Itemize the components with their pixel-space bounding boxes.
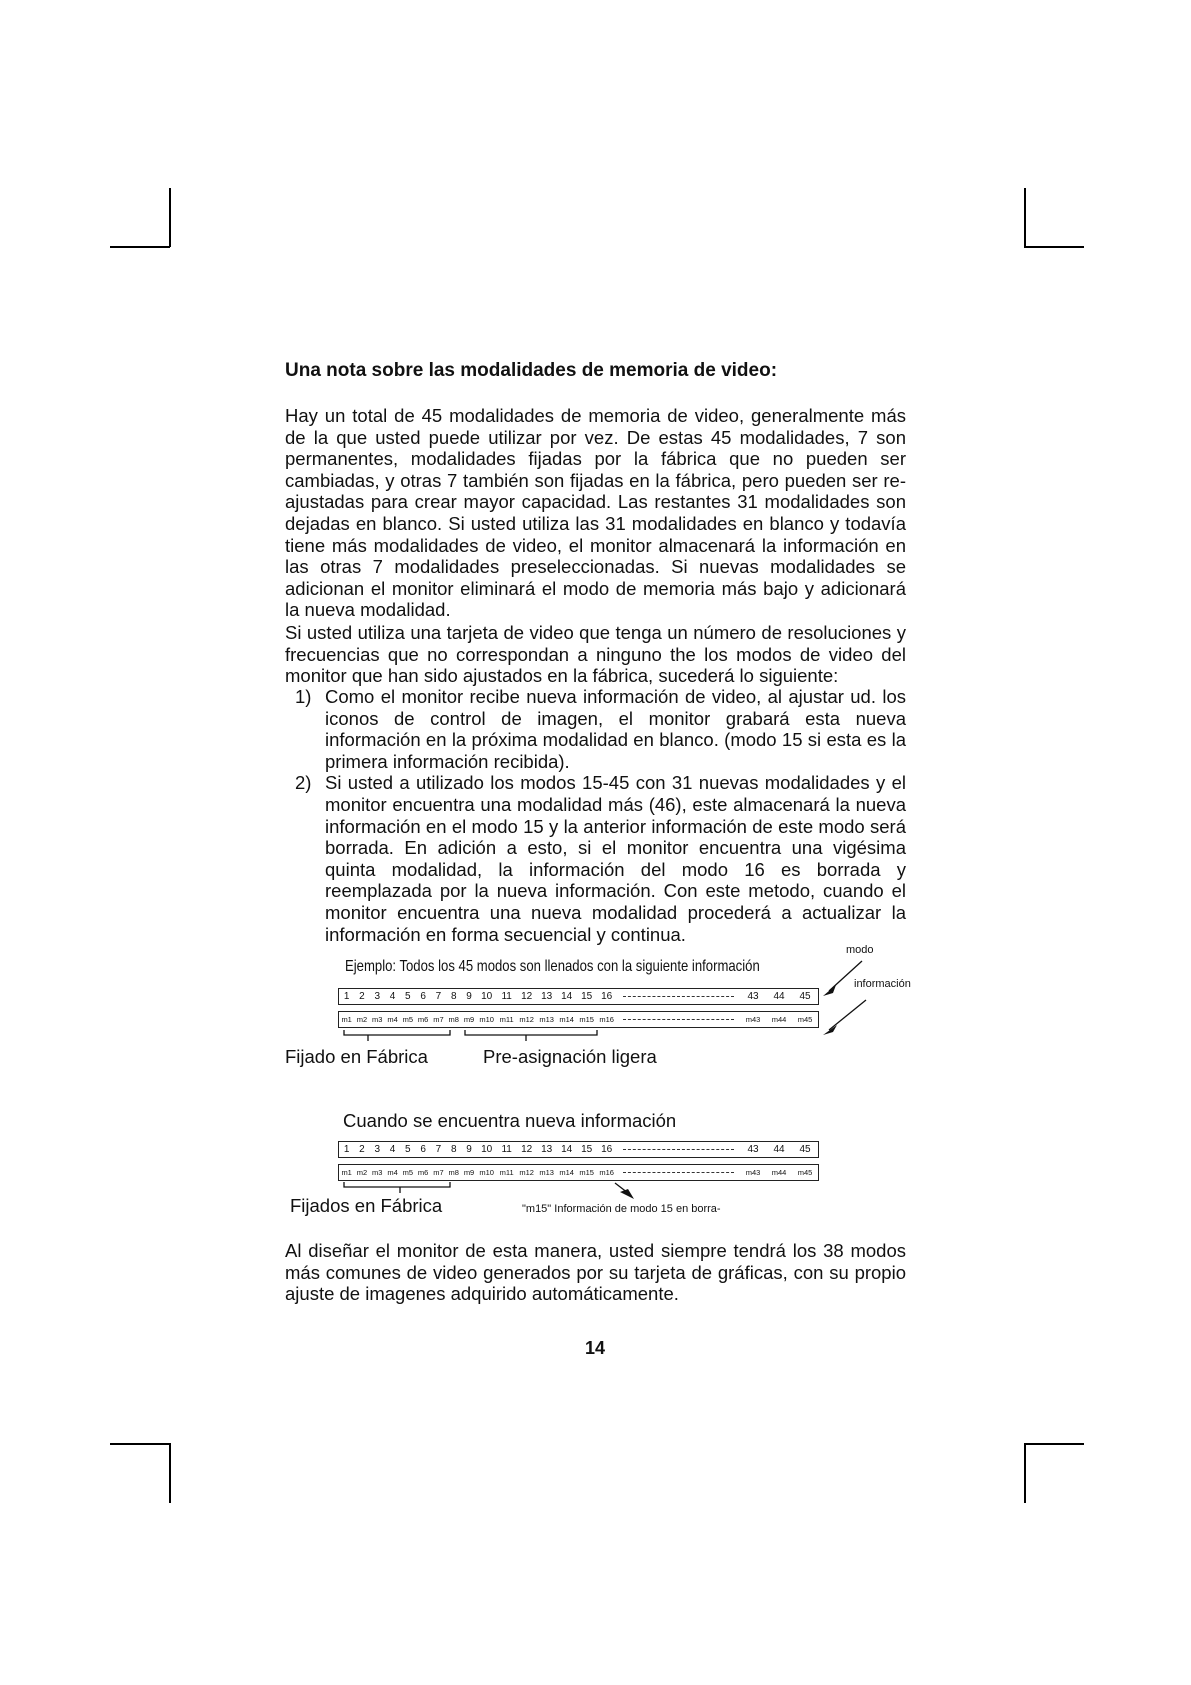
info-cell: m11 — [499, 1015, 514, 1024]
list-item-number: 1) — [295, 686, 312, 707]
mode-cell: 7 — [435, 1144, 442, 1155]
info-cell: m44 — [771, 1015, 787, 1024]
info-cell: m7 — [433, 1168, 444, 1177]
info-cell: m43 — [745, 1015, 761, 1024]
bracket-preset — [465, 1030, 597, 1035]
arrow-modo-head — [823, 985, 836, 996]
info-cell: m11 — [499, 1168, 514, 1177]
mode-cell: 44 — [773, 1144, 785, 1155]
info-cell: m45 — [797, 1168, 813, 1177]
info-cell: m4 — [387, 1015, 398, 1024]
mode-cell: 10 — [481, 1144, 493, 1155]
mode-cell: 5 — [405, 1144, 411, 1155]
mode-cell: 13 — [541, 991, 553, 1002]
mode-cell: 1 — [343, 1144, 350, 1155]
label-modo: modo — [846, 944, 874, 956]
intro-paragraph: Hay un total de 45 modalidades de memoria de video, generalmente más de la que usted puede utilizar por vez. De estas 45 modalidades, 7 son permanentes, modalidades fijadas por la fábrica que no pueden ser cambiadas, y otras 7 también son fijadas en la fábrica, pero pueden ser re-ajustadas para crear mayor capacidad. Las restantes 31 modalidades son dejadas en blanco. Si usted utiliza las 31 modalidades en blanco y todavía tiene más modalidades de video, el monitor almacenará la información en las otras 7 modalidades preseleccionadas. Si nuevas modalidades se adicionan el monitor eliminará el modo de memoria más bajo y adicionará la nueva modalidad. — [285, 405, 906, 621]
info-cell: m8 — [448, 1168, 459, 1177]
mode-cell: 2 — [359, 991, 365, 1002]
info-cell: m14 — [559, 1015, 574, 1024]
preset-label: Pre-asignación ligera — [483, 1046, 657, 1067]
info-cell: m10 — [479, 1168, 494, 1177]
info-cell: m1 — [341, 1015, 352, 1024]
info-cell: m13 — [539, 1168, 554, 1177]
info-cell: m14 — [559, 1168, 574, 1177]
info-cell: m9 — [463, 1015, 475, 1024]
info-row-2 — [338, 1164, 819, 1181]
mode-cell: 9 — [466, 991, 472, 1002]
info-cell: m15 — [579, 1168, 594, 1177]
mode-cell: 1 — [343, 991, 350, 1002]
mode-cell: 3 — [374, 991, 381, 1002]
info-cell: m1 — [341, 1168, 352, 1177]
label-informacion: información — [854, 978, 911, 990]
info-cell: m3 — [372, 1015, 383, 1024]
mode-cell: 10 — [481, 991, 493, 1002]
mode-cell: 9 — [466, 1144, 472, 1155]
info-cell: m2 — [356, 1168, 368, 1177]
info-cell: m6 — [417, 1168, 429, 1177]
page-number: 14 — [585, 1338, 606, 1358]
mode-cell: 6 — [420, 1144, 426, 1155]
mode-cell: 13 — [541, 1144, 553, 1155]
info-cell: m12 — [519, 1168, 534, 1177]
mode-cell: 43 — [747, 1144, 759, 1155]
mode-cell: 3 — [374, 1144, 381, 1155]
mode-cell: 43 — [747, 991, 759, 1002]
mode-cell: 14 — [561, 1144, 573, 1155]
dashed-gap — [623, 1172, 734, 1173]
bracket-factory — [344, 1030, 450, 1035]
info-cell: m15 — [579, 1015, 594, 1024]
info-cell: m8 — [448, 1015, 459, 1024]
mode-cell: 12 — [521, 991, 533, 1002]
mode-cell: 16 — [601, 1144, 613, 1155]
mode-cell: 6 — [420, 991, 426, 1002]
list-item-number: 2) — [295, 772, 312, 794]
mode-cell: 11 — [501, 991, 512, 1002]
mode-cell: 8 — [450, 991, 457, 1002]
arrow-info-line — [829, 1000, 866, 1030]
info-cell: m43 — [745, 1168, 761, 1177]
info-cell: m6 — [417, 1015, 429, 1024]
condition-paragraph: Si usted utiliza una tarjeta de video que tenga un número de resoluciones y frecuencias que no correspondan a ninguno the los modos de video del monitor que han sido ajustados en la fábrica, sucederá lo siguiente: — [285, 622, 906, 687]
info-cell: m13 — [539, 1015, 554, 1024]
list-item-text: Si usted a utilizado los modos 15-45 con 31 nuevas modalidades y el monitor encuentra una modalidad más (46), este almacenará la nueva información en el modo 15 y la anterior información de este modo será borrada. En adición a esto, si el monitor encuentra una vigésima quinta modalidad, la información del modo 16 es borrada y reemplazada por la nueva información. Con este metodo, cuando el monitor encuentra una nueva modalidad procederá a actualizar la información en forma secuencial y continua. — [325, 772, 906, 945]
factory-fixed-label-2: Fijados en Fábrica — [290, 1195, 443, 1216]
closing-paragraph: Al diseñar el monitor de esta manera, usted siempre tendrá los 38 modos más comunes de video generados por su tarjeta de gráficas, con su propio ajuste de imagenes adquirido automáticamente. — [285, 1240, 906, 1305]
mode-row-2 — [338, 1141, 819, 1158]
mode-cell: 4 — [389, 1144, 396, 1155]
info-cell: m12 — [519, 1015, 534, 1024]
info-cell: m10 — [479, 1015, 494, 1024]
m15-note: "m15" Información de modo 15 en borra- — [522, 1203, 721, 1215]
info-cell: m2 — [356, 1015, 368, 1024]
mode-cell: 8 — [450, 1144, 457, 1155]
mode-cell: 15 — [581, 991, 593, 1002]
mode-cell: 7 — [435, 991, 442, 1002]
dashed-gap — [623, 1149, 734, 1150]
list-item-text: Como el monitor recibe nueva información de video, al ajustar ud. los iconos de control de imagen, el monitor grabará esta nueva información en la próxima modalidad en blanco. (modo 15 si esta es la primera información recibida). — [325, 686, 906, 772]
mode-cell: 5 — [405, 991, 411, 1002]
info-cell: m5 — [402, 1168, 414, 1177]
example-caption: Ejemplo: Todos los 45 modos son llenados con la siguiente información — [345, 958, 760, 975]
info-cell: m16 — [599, 1015, 614, 1024]
mode-cell: 44 — [773, 991, 785, 1002]
mode-cell: 2 — [359, 1144, 365, 1155]
mode-cell: 12 — [521, 1144, 533, 1155]
info-cell: m5 — [402, 1015, 414, 1024]
arrow-m15-head — [620, 1189, 634, 1199]
mode-cell: 14 — [561, 991, 573, 1002]
info-cell: m7 — [433, 1015, 444, 1024]
info-cell: m16 — [599, 1168, 614, 1177]
info-cell: m4 — [387, 1168, 398, 1177]
info-cell: m45 — [797, 1015, 813, 1024]
arrow-info-head — [823, 1025, 837, 1035]
mode-cell: 45 — [799, 991, 811, 1002]
factory-fixed-label: Fijado en Fábrica — [285, 1046, 428, 1067]
mode-cell: 16 — [601, 991, 613, 1002]
bracket-factory-2 — [344, 1182, 450, 1187]
mode-cell: 4 — [389, 991, 396, 1002]
info-cell: m9 — [463, 1168, 475, 1177]
mode-cell: 11 — [501, 1144, 512, 1155]
mode-cell: 15 — [581, 1144, 593, 1155]
mode-cell: 45 — [799, 1144, 811, 1155]
new-info-caption: Cuando se encuentra nueva información — [343, 1110, 677, 1131]
info-cell: m3 — [372, 1168, 383, 1177]
page-title: Una nota sobre las modalidades de memoria de video: — [285, 360, 778, 381]
arrow-modo-line — [829, 961, 862, 991]
info-cell: m44 — [771, 1168, 787, 1177]
